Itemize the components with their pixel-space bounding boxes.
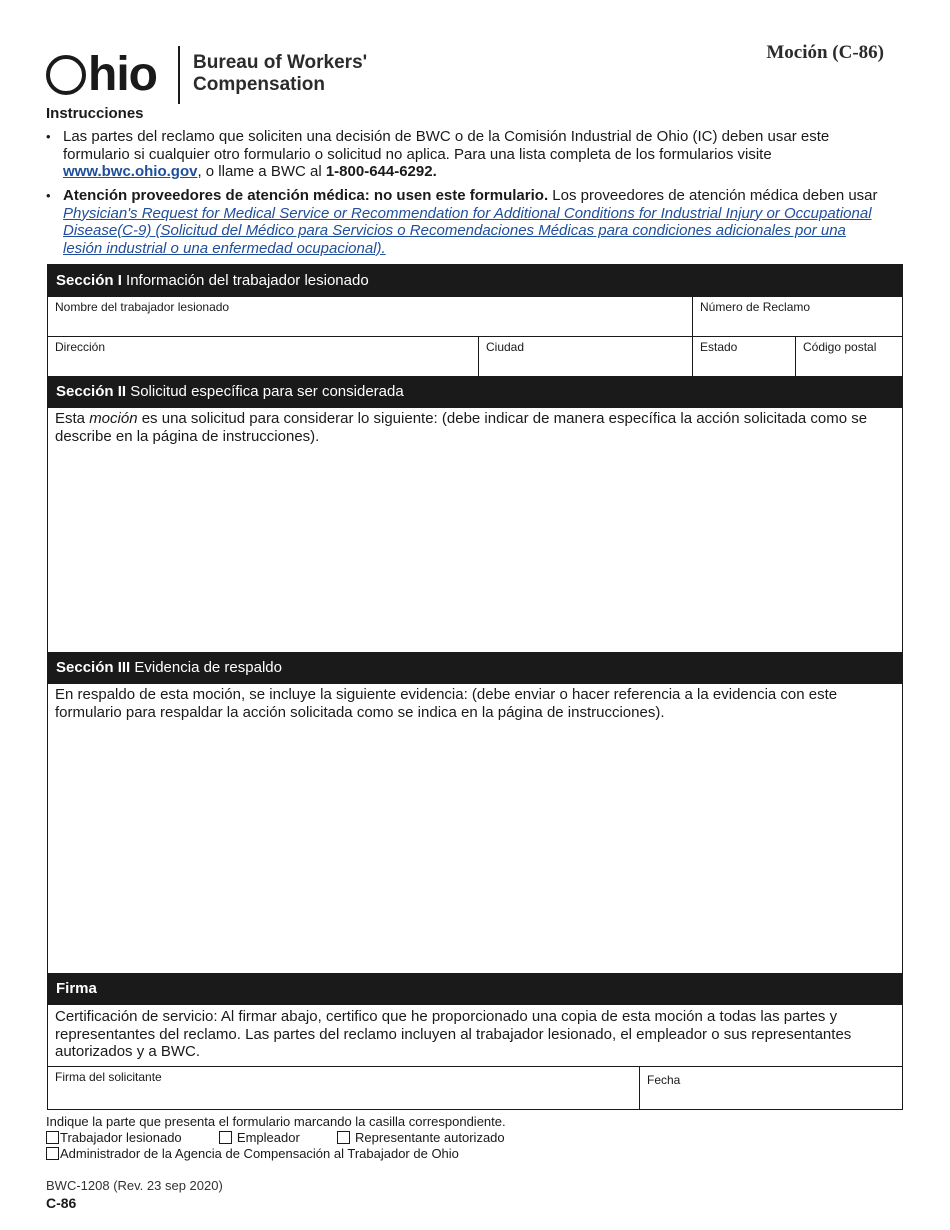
employer-checkbox[interactable] [219,1131,232,1144]
address-field[interactable] [48,337,479,376]
city-label: Ciudad [486,340,525,354]
section-1-number: Sección I [56,272,122,289]
bullet2-text: Los proveedores de atención médica deben usar [548,187,878,204]
section-2-header [48,376,902,407]
signature-heading: Firma [56,980,97,997]
instructions-heading: Instrucciones [46,105,144,122]
instruction-bullet-2 [46,187,886,257]
motion-form [47,264,903,1110]
signature-row [48,1066,902,1109]
bullet2-warning: Atención proveedores de atención médica: no usen este formulario. [63,187,549,204]
worker-name-field[interactable] [48,297,693,336]
option-employer[interactable] [219,1130,300,1145]
section-2-number: Sección II [56,383,127,400]
date-field[interactable] [640,1067,902,1109]
injured-worker-checkbox[interactable] [46,1131,59,1144]
city-field[interactable] [479,337,693,376]
signer-label: Firma del solicitante [55,1069,162,1084]
administrator-label: Administrador de la Agencia de Compensación al Trabajador de Ohio [60,1146,459,1161]
c9-form-link[interactable]: Physician's Request for Medical Service or Recommendation for Additional Conditions for Industrial Injury or Occupational Disease(C-9) (Solicitud del Médico para Servicios o Recomendaciones Médicas para condiciones adicionales por una lesión industrial o una enfermedad ocupacional). [63,204,872,257]
filing-party-instruction: Indique la parte que presenta el formulario marcando la casilla correspondiente. [46,1114,506,1129]
filing-party-options-row-2 [46,1146,519,1162]
logo-wordmark: hio [88,48,157,101]
section-3-title: Evidencia de respaldo [130,659,282,676]
short-form-code: C-86 [46,1195,77,1211]
bullet1-mid: , o llame a BWC al [197,163,326,180]
instruction-bullet-1 [46,128,886,181]
filing-party-section [46,1114,519,1162]
section-1-header [48,265,902,296]
logo-o-ring [46,55,86,95]
authorized-rep-label: Representante autorizado [355,1130,505,1145]
option-authorized-rep[interactable] [337,1130,504,1145]
address-label: Dirección [55,340,106,354]
logo-divider [178,46,180,104]
date-label: Fecha [647,1072,681,1087]
authorized-rep-checkbox[interactable] [337,1131,350,1144]
section-1-title: Información del trabajador lesionado [121,272,369,289]
evidence-prompt: En respaldo de esta moción, se incluye la siguiente evidencia: (debe enviar o hacer referencia a la evidencia con este formulario para respaldar la acción solicitada como se indica en la página de instrucciones). [55,686,838,721]
worker-name-label: Nombre del trabajador lesionado [55,300,230,314]
signature-header [48,973,902,1004]
claim-number-label: Número de Reclamo [700,300,811,314]
claim-number-field[interactable] [693,297,902,336]
form-title: Moción (C-86) [766,42,884,63]
request-prompt-italic: moción [89,410,138,427]
request-prompt-start: Esta [55,410,90,427]
zip-field[interactable] [796,337,902,376]
section-3-number: Sección III [56,659,131,676]
zip-label: Código postal [803,340,877,354]
certification-text: Certificación de servicio: Al firmar abajo, certifico que he proporcionado una copia de esta moción a todas las partes y representantes del reclamo. Las partes del reclamo incluyen al trabajador lesionado, el empleador o sus representantes autorizados y a BWC. [48,1004,902,1066]
address-row [48,336,902,376]
administrator-checkbox[interactable] [46,1147,59,1160]
option-administrator[interactable] [46,1146,459,1161]
signer-signature-field[interactable] [48,1067,640,1109]
supporting-evidence-field[interactable] [48,683,902,973]
request-prompt-end: es una solicitud para considerar lo siguiente: (debe indicar de manera específica la acción solicitada como se describe en la página de instrucciones). [55,410,868,445]
bwc-website-link[interactable]: www.bwc.ohio.gov [63,163,198,180]
section-3-header [48,652,902,683]
section-2-title: Solicitud específica para ser considerada [126,383,404,400]
option-injured-worker[interactable] [46,1130,182,1145]
org-name: Bureau of Workers' Compensation [193,52,368,95]
injured-worker-label: Trabajador lesionado [60,1130,182,1145]
bwc-phone: 1-800-644-6292. [325,163,437,180]
bullet1-text: Las partes del reclamo que soliciten una decisión de BWC o de la Comisión Industrial de Ohio (IC) deben usar este formulario si cualquier otro formulario o solicitud no aplica. Para una lista completa de los formularios visite [63,128,830,163]
bullet-icon: • [46,188,51,203]
state-label: Estado [700,340,738,354]
specific-request-field[interactable] [48,407,902,652]
ohio-logo [46,46,368,104]
form-code: BWC-1208 (Rev. 23 sep 2020) [46,1178,223,1193]
bullet-icon: • [46,129,51,144]
state-field[interactable] [693,337,796,376]
filing-party-options-row-1 [46,1130,519,1146]
worker-row [48,296,902,336]
employer-label: Empleador [236,1130,300,1145]
